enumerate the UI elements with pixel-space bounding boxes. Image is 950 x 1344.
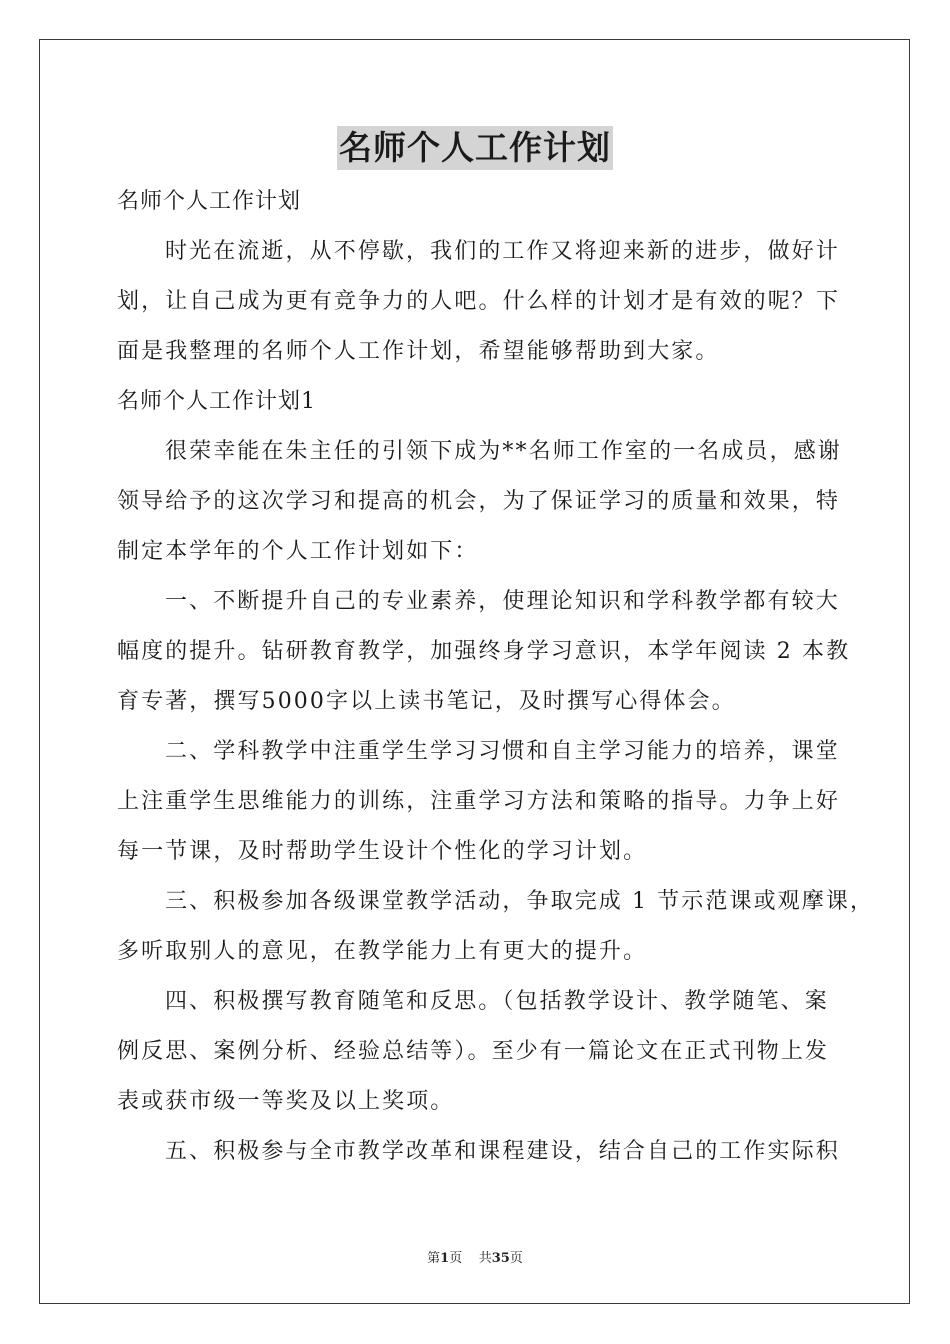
total-prefix: 共: [478, 1251, 492, 1266]
section-heading: 名师个人工作计划: [117, 189, 302, 214]
current-page-number: 1: [440, 1251, 450, 1266]
paragraph-line: 四、积极撰写教育随笔和反思。（包括教学设计、教学随笔、案: [165, 989, 829, 1014]
total-page-count: 35: [491, 1251, 510, 1266]
paragraph-line: 幅度的提升。钻研教育教学，加强终身学习意识，本学年阅读 2 本教: [117, 639, 851, 664]
total-unit: 页: [509, 1251, 523, 1266]
paragraph-line: 很荣幸能在朱主任的引领下成为**名师工作室的一名成员，感谢: [165, 439, 842, 464]
paragraph-line: 领导给予的这次学习和提高的机会，为了保证学习的质量和效果，特: [117, 489, 841, 514]
document-title: 名师个人工作计划: [337, 126, 613, 170]
page-footer: [0, 1247, 950, 1266]
paragraph-line: 例反思、案例分析、经验总结等）。至少有一篇论文在正式刊物上发: [117, 1039, 830, 1064]
paragraph-line: 上注重学生思维能力的训练，注重学习方法和策略的指导。力争上好: [117, 789, 841, 814]
paragraph-line: 三、积极参加各级课堂教学活动，争取完成 1 节示范课或观摩课，: [165, 889, 875, 914]
paragraph-line: 育专著，撰写5000字以上读书笔记，及时撰写心得体会。: [117, 689, 736, 714]
paragraph-line: 表或获市级一等奖及以上奖项。: [117, 1089, 455, 1114]
paragraph-line: 五、积极参与全市教学改革和课程建设，结合自己的工作实际积: [165, 1139, 840, 1164]
paragraph-line: 一、不断提升自己的专业素养，使理论知识和学科教学都有较大: [165, 589, 840, 614]
paragraph-line: 每一节课，及时帮助学生设计个性化的学习计划。: [117, 839, 648, 864]
title-container: [0, 126, 950, 170]
paragraph-line: 制定本学年的个人工作计划如下：: [117, 539, 479, 564]
page-unit: 页: [449, 1251, 463, 1266]
paragraph-line: 划，让自己成为更有竞争力的人吧。什么样的计划才是有效的呢？下: [117, 289, 841, 314]
paragraph-line: 时光在流逝，从不停歇，我们的工作又将迎来新的进步，做好计: [165, 239, 840, 264]
paragraph-line: 面是我整理的名师个人工作计划，希望能够帮助到大家。: [117, 339, 720, 364]
paragraph-line: 二、学科教学中注重学生学习习惯和自主学习能力的培养，课堂: [165, 739, 840, 764]
section-heading: 名师个人工作计划1: [117, 389, 316, 414]
page-prefix: 第: [427, 1251, 441, 1266]
document-body: [117, 177, 875, 1177]
paragraph-line: 多听取别人的意见，在教学能力上有更大的提升。: [117, 939, 648, 964]
